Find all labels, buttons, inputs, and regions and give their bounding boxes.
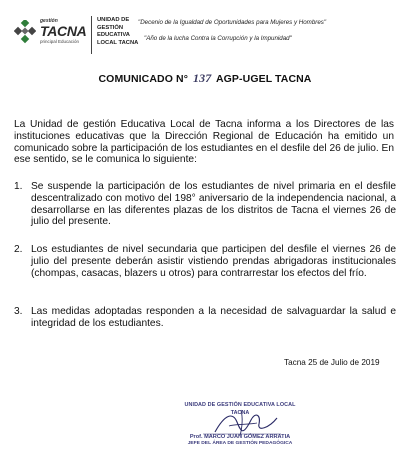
list-item-text: Las medidas adoptadas responden a la necesidad de salvaguardar la salud e integridad de los estudiantes. bbox=[31, 306, 396, 329]
stamp-signer-role: JEFE DEL ÁREA DE GESTIÓN PEDAGÓGICA bbox=[187, 441, 293, 446]
document-title bbox=[0, 71, 410, 86]
title-suffix: AGP-UGEL TACNA bbox=[215, 73, 312, 85]
list-item-number: 1. bbox=[14, 181, 23, 192]
stamp-city: TACNA bbox=[230, 410, 250, 416]
stamp-signer-name: Prof. MARCO JUAN GÓMEZ ARRATIA bbox=[189, 434, 291, 440]
title-prefix: COMUNICADO N° bbox=[98, 73, 188, 85]
letterhead bbox=[14, 14, 404, 58]
logo-small-text: gestión bbox=[40, 18, 58, 24]
list-item-number: 3. bbox=[14, 306, 23, 317]
title-number: 137 bbox=[193, 71, 212, 85]
org-line: GESTIÓN bbox=[97, 24, 124, 31]
org-line: EDUCATIVA bbox=[97, 32, 130, 39]
logo-wordmark bbox=[40, 18, 86, 45]
official-stamp bbox=[165, 396, 315, 466]
org-line: UNIDAD DE bbox=[97, 17, 130, 23]
organization-name bbox=[97, 17, 138, 47]
motto-year: "Año de la lucha Contra la Corrupción y la Impunidad" bbox=[144, 35, 292, 42]
list-item-text: Se suspende la participación de los estudiantes de nivel primaria en el desfile descentralizado con motivo del 198° aniversario de la independencia nacional, a desarrollarse en las diferentes plazas de los distritos de Tacna el viernes 26 de julio del presente. bbox=[31, 181, 396, 228]
ugel-logo-icon bbox=[14, 20, 36, 44]
org-line: LOCAL TACNA bbox=[97, 39, 139, 46]
logo-brand-text: TACNA bbox=[40, 23, 87, 39]
list-item-text: Los estudiantes de nivel secundaria que participen del desfile el viernes 26 de julio del presente deberán asistir vistiendo prendas abrigadoras institucionales (chompas, casacas, blazers u otros) para contrarrestar los efectos del frío. bbox=[31, 244, 396, 279]
list-item-number: 2. bbox=[14, 244, 23, 255]
logo-tagline: principal Educación bbox=[40, 39, 80, 44]
motto-decenio: "Decenio de la Igualdad de Oportunidades para Mujeres y Hombres" bbox=[138, 19, 327, 26]
intro-paragraph: La Unidad de gestión Educativa Local de Tacna informa a los Directores de las instituciones educativas que la Dirección Regional de Educación ha emitido un comunicado sobre la participación de los estudiantes en el desfile del 26 de julio. En ese sentido, se le comunica lo siguiente: bbox=[14, 119, 395, 166]
stamp-org: UNIDAD DE GESTIÓN EDUCATIVA LOCAL bbox=[184, 402, 296, 408]
header-divider bbox=[91, 16, 92, 54]
document-date: Tacna 25 de Julio de 2019 bbox=[284, 358, 380, 367]
